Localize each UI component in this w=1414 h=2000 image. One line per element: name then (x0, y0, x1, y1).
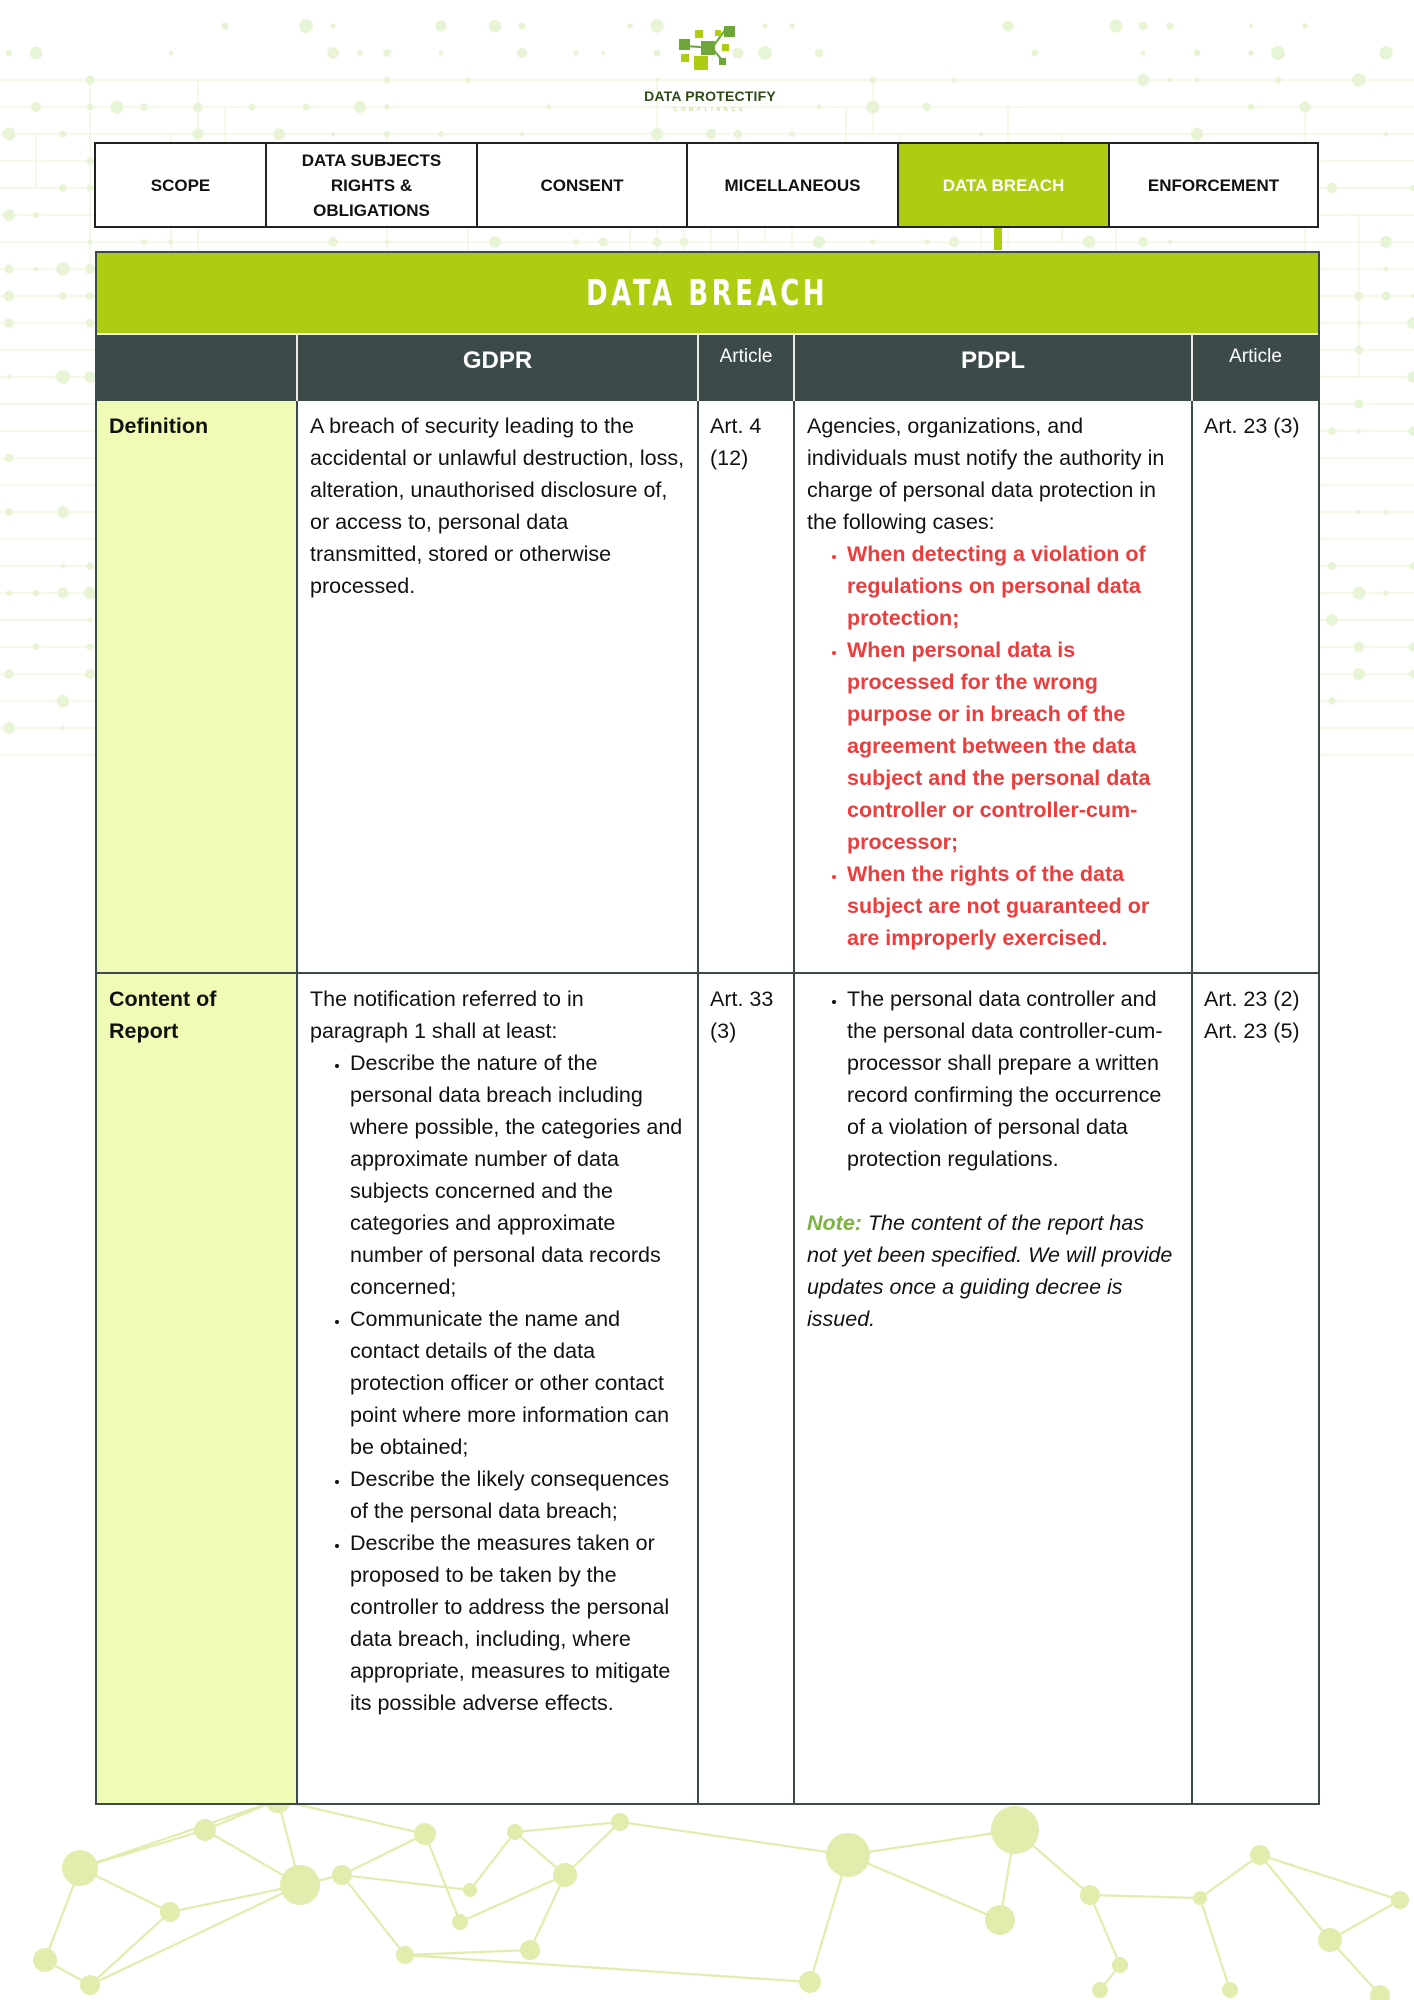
grid-dot (1083, 236, 1096, 249)
header-pdpl: PDPL (794, 335, 1192, 400)
grid-dot (1003, 21, 1014, 32)
network-node (611, 1813, 629, 1831)
grid-dot (3, 128, 16, 141)
row-label: Content of Report (97, 973, 297, 1803)
network-node (985, 1905, 1015, 1935)
grid-dot (56, 262, 70, 276)
network-node (396, 1946, 414, 1964)
grid-dot (734, 130, 743, 139)
grid-dot (653, 238, 662, 247)
grid-dot (384, 77, 390, 83)
grid-dot (354, 101, 366, 113)
header-gdpr: GDPR (297, 335, 698, 400)
grid-dot (1275, 77, 1282, 84)
network-link (1260, 1855, 1330, 1940)
grid-dot (924, 239, 929, 244)
network-link (1200, 1855, 1260, 1898)
network-node (332, 1865, 352, 1885)
grid-dot (57, 506, 69, 518)
network-link (405, 1955, 810, 1982)
grid-dot (1328, 697, 1335, 704)
network-link (425, 1834, 460, 1922)
grid-dot (1407, 371, 1414, 382)
grid-dot (1166, 22, 1173, 29)
network-node (33, 1948, 57, 1972)
grid-dot (1354, 291, 1363, 300)
gdpr-report-list (310, 1047, 685, 1719)
comparison-panel (95, 251, 1320, 1805)
grid-dot (273, 128, 285, 140)
pdpl-article-ref (1192, 400, 1318, 973)
network-node (553, 1863, 577, 1887)
grid-dot (4, 669, 13, 678)
section-title: DATA BREACH (586, 272, 829, 314)
network-node (826, 1833, 870, 1877)
network-node (1193, 1891, 1207, 1905)
grid-dot (1380, 236, 1392, 248)
grid-dot (327, 47, 338, 58)
grid-dot (33, 644, 40, 651)
grid-dot (706, 129, 716, 139)
grid-dot (1193, 49, 1200, 56)
list-item: • Describe the likely consequences of the personal data breach; (350, 1463, 685, 1527)
pdpl-cases-list (807, 538, 1179, 954)
grid-dot (680, 238, 689, 247)
network-link (342, 1834, 425, 1875)
grid-dot (6, 50, 12, 56)
grid-dot (57, 587, 68, 598)
grid-dot (573, 239, 579, 245)
grid-dot (1299, 101, 1310, 112)
note-label: Note: (807, 1211, 862, 1235)
grid-dot (4, 318, 14, 328)
grid-dot (192, 128, 203, 139)
grid-dot (651, 128, 663, 140)
list-item: • Communicate the name and contact details of the data protection officer or other contact point where more information can be obtained; (350, 1303, 685, 1463)
grid-dot (1302, 23, 1308, 29)
list-item: • When the rights of the data subject are not guaranteed or are improperly exercised. (847, 858, 1179, 954)
grid-dot (1137, 74, 1149, 86)
grid-dot (59, 184, 67, 192)
pdpl-report-list (807, 983, 1179, 1175)
grid-dot (601, 51, 605, 55)
grid-dot (1327, 183, 1337, 193)
table-row-definition (97, 400, 1318, 973)
network-link (1260, 1855, 1400, 1900)
grid-dot (56, 370, 70, 384)
grid-dot (3, 722, 15, 734)
grid-dot (949, 237, 959, 247)
list-item: • Describe the measures taken or proposed to be taken by the controller to address the personal data breach, including, where appropriate, measures to mitigate its possible adverse effects. (350, 1527, 685, 1719)
grid-dot (1383, 266, 1388, 271)
grid-dot (31, 102, 41, 112)
list-item: • The personal data controller and the personal data controller-cum-processor shall prepare a written record confirming the occurrence of a violation of personal data protection regulations. (847, 983, 1179, 1175)
grid-dot (1139, 22, 1148, 31)
grid-dot (1168, 78, 1172, 82)
grid-dot (87, 104, 94, 111)
grid-dot (1328, 562, 1336, 570)
grid-dot (302, 103, 309, 110)
grid-dot (518, 22, 525, 29)
network-node (1222, 1982, 1238, 1998)
grid-dot (221, 22, 229, 30)
network-node (280, 1865, 320, 1905)
section-nav (94, 142, 1319, 228)
grid-dot (573, 50, 578, 55)
grid-dot (489, 20, 502, 33)
grid-dot (813, 236, 825, 248)
grid-dot (465, 77, 471, 83)
network-node (1080, 1885, 1100, 1905)
grid-dot (1191, 128, 1204, 141)
pdpl-definition (794, 400, 1192, 973)
tab-label: DATA SUBJECTS RIGHTS & OBLIGATIONS (301, 150, 442, 220)
network-link (530, 1875, 565, 1950)
grid-dot (1408, 426, 1414, 435)
grid-dot (88, 618, 93, 623)
network-link (1200, 1898, 1230, 1990)
grid-dot (517, 48, 527, 58)
gdpr-article-ref: Art. 33 (3) (698, 973, 794, 1803)
grid-dot (59, 292, 67, 300)
grid-dot (1326, 614, 1337, 625)
grid-dot (789, 23, 795, 29)
grid-dot (627, 23, 633, 29)
network-link (848, 1830, 1015, 1855)
grid-dot (357, 50, 363, 56)
grid-dot (1031, 49, 1038, 56)
grid-dot (384, 131, 391, 138)
gdpr-definition: A breach of security leading to the accidental or unlawful destruction, loss, alteration, unauthorised disclosure of, or access to, personal data transmitted, stored or otherwise processed. (297, 400, 698, 973)
tab-label: SCOPE (150, 175, 211, 195)
grid-dot (385, 240, 390, 245)
grid-dot (1409, 643, 1414, 652)
grid-dot (1354, 642, 1365, 653)
grid-dot (331, 132, 335, 136)
grid-dot (140, 103, 148, 111)
network-node (160, 1902, 180, 1922)
network-link (515, 1822, 620, 1832)
header-pdpl-article: Article (1192, 335, 1318, 400)
pdpl-report-content (794, 973, 1192, 1803)
tab-label: CONSENT (540, 175, 624, 195)
grid-dot (1382, 292, 1391, 301)
grid-dot (1141, 51, 1146, 56)
grid-dot (85, 669, 95, 679)
grid-dot (61, 726, 65, 730)
table-row-content-of-report (97, 973, 1318, 1803)
grid-dot (330, 23, 335, 28)
grid-dot (328, 237, 338, 247)
grid-dot (1352, 73, 1366, 87)
grid-dot (1109, 19, 1122, 32)
grid-dot (438, 50, 443, 55)
grid-dot (34, 267, 38, 271)
note-text: The content of the report has not yet been specified. We will provide updates once a guiding decree is issued. (807, 1211, 1173, 1331)
grid-dot (169, 51, 174, 56)
grid-dot (61, 564, 65, 568)
article-ref: Art. 23 (3) (1204, 414, 1300, 438)
grid-dot (87, 185, 94, 192)
network-link (1090, 1895, 1200, 1898)
grid-dot (168, 239, 173, 244)
network-link (342, 1875, 470, 1890)
grid-dot (86, 292, 94, 300)
network-link (90, 1912, 170, 1985)
network-node (799, 1971, 821, 1993)
grid-dot (5, 454, 13, 462)
grid-dot (789, 131, 795, 137)
grid-dot (5, 508, 13, 516)
network-link (1330, 1900, 1400, 1940)
grid-dot (1195, 78, 1200, 83)
brand-logo (640, 26, 780, 126)
grid-dot (923, 103, 931, 111)
grid-dot (951, 77, 957, 83)
list-item: • Describe the nature of the personal data breach including where possible, the categories and approximate number of data subjects concerned and the categories and approximate number of personal data records concerned; (350, 1047, 685, 1303)
grid-dot (5, 265, 14, 274)
row-label: Definition (97, 400, 297, 973)
grid-dot (1249, 24, 1253, 28)
network-link (620, 1822, 848, 1855)
header-topic (97, 335, 297, 400)
network-squares-logo-icon (670, 26, 750, 86)
grid-dot (815, 49, 824, 58)
network-node (463, 1883, 477, 1897)
list-item: • When detecting a violation of regulations on personal data protection; (847, 538, 1179, 634)
grid-dot (7, 375, 12, 380)
grid-dot (1409, 670, 1414, 678)
network-link (405, 1950, 530, 1955)
grid-dot (1248, 50, 1254, 56)
network-link (80, 1800, 278, 1868)
grid-dot (1383, 590, 1388, 595)
grid-dot (299, 19, 313, 33)
grid-dot (384, 104, 389, 109)
brand-tagline: COMPLIANCE (673, 107, 747, 113)
pdpl-article-refs (1192, 973, 1318, 1803)
network-link (90, 1885, 300, 1985)
pdpl-note (807, 1207, 1179, 1335)
grid-dot (1379, 46, 1392, 59)
grid-dot (1407, 317, 1414, 328)
grid-dot (57, 695, 69, 707)
grid-dot (1271, 46, 1285, 60)
grid-dot (435, 20, 446, 31)
network-link (278, 1800, 425, 1834)
grid-dot (33, 590, 39, 596)
section-title-bar (97, 253, 1318, 335)
grid-dot (598, 237, 607, 246)
network-node (414, 1823, 436, 1845)
table-header-row (97, 335, 1318, 400)
grid-dot (383, 49, 391, 57)
grid-dot (1168, 240, 1172, 244)
grid-dot (1384, 132, 1388, 136)
grid-dot (86, 319, 95, 328)
tab-miscellaneous[interactable] (688, 144, 899, 226)
grid-dot (866, 100, 879, 113)
network-node (194, 1819, 216, 1841)
grid-dot (1383, 509, 1389, 515)
tab-label: ENFORCEMENT (1147, 175, 1280, 195)
network-node (1250, 1845, 1270, 1865)
network-node (62, 1850, 98, 1886)
grid-dot (6, 590, 12, 596)
network-node (1391, 1891, 1409, 1909)
network-node (520, 1940, 540, 1960)
grid-dot (979, 132, 983, 136)
gdpr-article-ref: Art. 4 (12) (698, 400, 794, 973)
grid-dot (87, 239, 93, 245)
network-node (991, 1806, 1039, 1854)
tab-label: DATA BREACH (942, 175, 1065, 195)
network-node (1092, 1982, 1108, 1998)
grid-dot (1138, 237, 1148, 247)
grid-dot (1353, 587, 1366, 600)
grid-dot (1410, 185, 1414, 191)
grid-dot (85, 264, 95, 274)
network-node (507, 1824, 523, 1840)
grid-dot (86, 157, 94, 165)
grid-dot (30, 47, 43, 60)
grid-dot (4, 291, 15, 302)
network-link (1090, 1895, 1120, 1965)
network-node (80, 1975, 100, 1995)
grid-dot (520, 132, 524, 136)
header-gdpr-article: Article (698, 335, 794, 400)
grid-dot (86, 562, 94, 570)
network-pattern (33, 1787, 1409, 2000)
grid-dot (248, 103, 255, 110)
article-ref: Art. 23 (2) (1204, 987, 1300, 1011)
grid-dot (111, 101, 124, 114)
grid-dot (1353, 668, 1365, 680)
grid-dot (86, 76, 95, 85)
grid-dot (1354, 399, 1363, 408)
grid-dot (86, 643, 93, 650)
brand-name: DATA PROTECTIFY (644, 88, 776, 104)
pdpl-intro: Agencies, organizations, and individuals must notify the authority in charge of personal data protection in the following cases: (807, 414, 1165, 534)
network-node (1318, 1928, 1342, 1952)
gdpr-report-content (297, 973, 698, 1803)
grid-dot (193, 102, 203, 112)
grid-dot (546, 104, 551, 109)
tab-consent[interactable] (478, 144, 688, 226)
grid-dot (817, 105, 822, 110)
network-node (452, 1914, 468, 1930)
network-link (342, 1875, 405, 1955)
grid-dot (438, 131, 444, 137)
network-node (1112, 1957, 1128, 1973)
grid-dot (33, 212, 39, 218)
comparison-table (97, 335, 1318, 1803)
grid-dot (3, 209, 15, 221)
active-tab-connector (994, 228, 1002, 250)
grid-dot (1357, 321, 1361, 325)
list-item: • When personal data is processed for the wrong purpose or in breach of the agreement between the data subject and the personal data controller or controller-cum-processor; (847, 634, 1179, 858)
tab-label: MICELLANEOUS (724, 175, 861, 195)
grid-dot (1357, 429, 1361, 433)
grid-dot (1409, 562, 1414, 569)
gdpr-intro: The notification referred to in paragraph 1 shall at least: (310, 987, 584, 1043)
tab-data-subjects-rights[interactable] (267, 144, 478, 226)
article-ref: Art. 23 (5) (1204, 1019, 1300, 1043)
grid-dot (1357, 510, 1361, 514)
grid-dot (870, 77, 877, 84)
grid-dot (489, 236, 501, 248)
grid-dot (59, 130, 66, 137)
grid-dot (1355, 346, 1363, 354)
network-link (470, 1832, 515, 1890)
tab-scope[interactable] (96, 144, 267, 226)
grid-dot (1328, 427, 1336, 435)
grid-dot (870, 239, 875, 244)
tab-data-breach[interactable] (899, 144, 1110, 226)
network-link (848, 1855, 1000, 1920)
grid-dot (1248, 104, 1254, 110)
grid-dot (141, 239, 147, 245)
tab-enforcement[interactable] (1110, 144, 1317, 226)
